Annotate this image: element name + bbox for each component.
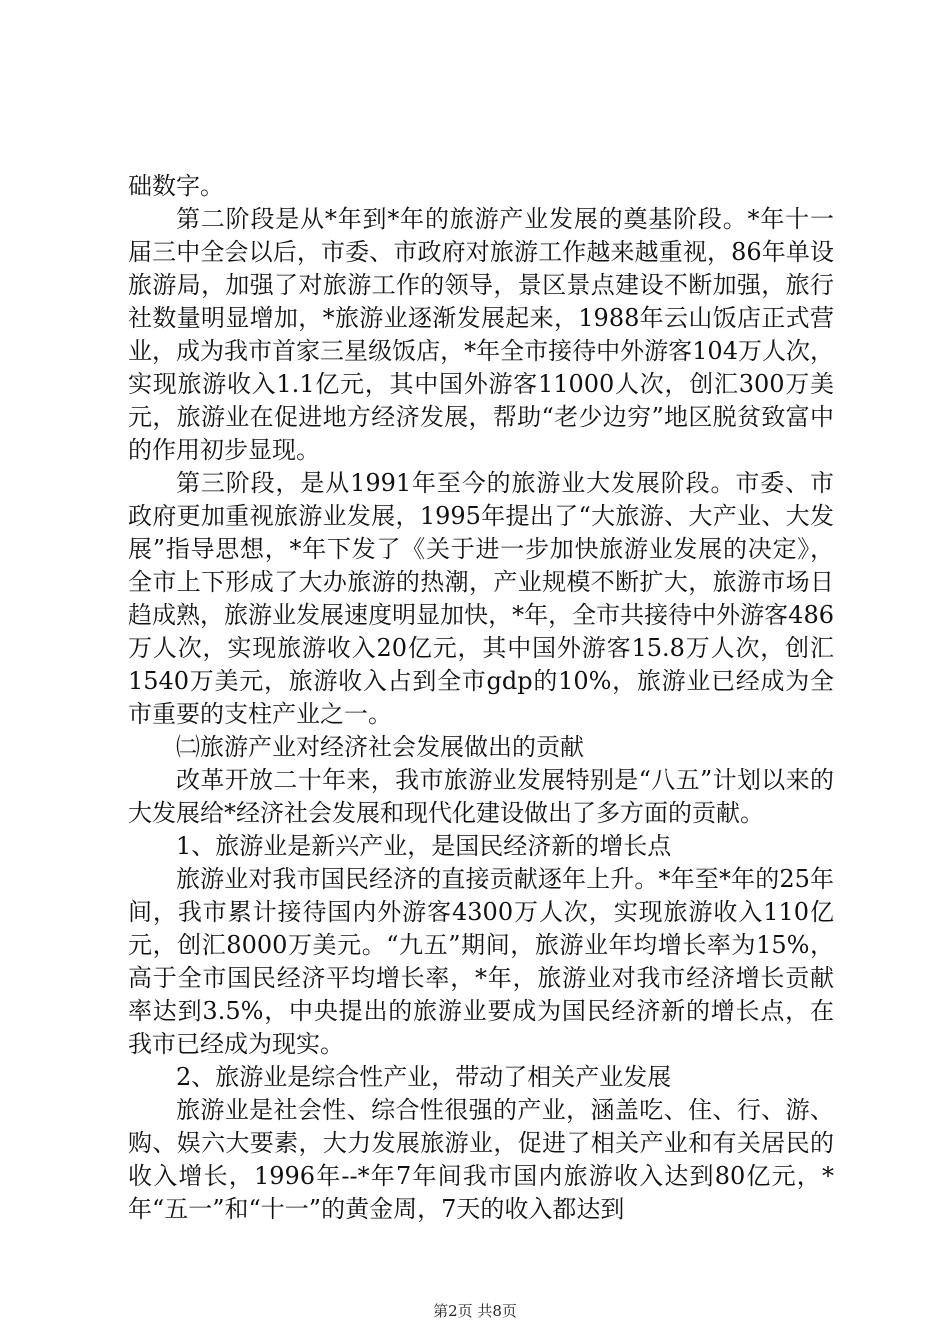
paragraph: 第三阶段，是从1991年至今的旅游业大发展阶段。市委、市政府更加重视旅游业发展，1995年提出了“大旅游、大产业、大发展”指导思想，*年下发了《关于进一步加快旅游业发展的决定》，全市上下形成了大办旅游的热潮，产业规模不断扩大，旅游市场日趋成熟，旅游业发展速度明显加快，*年，全市共接待中外游客486万人次，实现旅游收入20亿元，其中国外游客15.8万人次，创汇1540万美元，旅游收入占到全市gdp的10%，旅游业已经成为全市重要的支柱产业之一。 bbox=[128, 469, 834, 728]
section-heading: ㈡旅游产业对经济社会发展做出的贡献 bbox=[176, 733, 584, 761]
paragraph: 第二阶段是从*年到*年的旅游产业发展的奠基阶段。*年十一届三中全会以后，市委、市政府对旅游工作越来越重视，86年单设旅游局，加强了对旅游工作的领导，景区景点建设不断加强，旅行社数量明显增加，*旅游业逐渐发展起来，1988年云山饭店正式营业，成为我市首家三星级饭店，*年全市接待中外游客104万人次，实现旅游收入1.1亿元，其中国外游客11000人次，创汇300万美元，旅游业在促进地方经济发展，帮助“老少边穷”地区脱贫致富中的作用初步显现。 bbox=[128, 205, 834, 464]
subsection-heading: 2、旅游业是综合性产业，带动了相关产业发展 bbox=[176, 1063, 672, 1091]
paragraph: 旅游业对我市国民经济的直接贡献逐年上升。*年至*年的25年间，我市累计接待国内外游客4300万人次，实现旅游收入110亿元，创汇8000万美元。“九五”期间，旅游业年均增长率为15%，高于全市国民经济平均增长率，*年，旅游业对我市经济增长贡献率达到3.5%，中央提出的旅游业要成为国民经济新的增长点，在我市已经成为现实。 bbox=[128, 865, 834, 1058]
paragraph: 础数字。 bbox=[128, 172, 224, 200]
subsection-heading: 1、旅游业是新兴产业，是国民经济新的增长点 bbox=[176, 832, 672, 860]
paragraph: 旅游业是社会性、综合性很强的产业，涵盖吃、住、行、游、购、娱六大要素，大力发展旅游业，促进了相关产业和有关居民的收入增长，1996年--*年7年间我市国内旅游收入达到80亿元，*年“五一”和“十一”的黄金周，7天的收入都达到 bbox=[128, 1096, 834, 1223]
document-body bbox=[128, 170, 834, 1226]
page-footer: 第2页 共8页 bbox=[433, 1302, 517, 1320]
paragraph: 改革开放二十年来，我市旅游业发展特别是“八五”计划以来的大发展给*经济社会发展和现代化建设做出了多方面的贡献。 bbox=[128, 766, 834, 827]
